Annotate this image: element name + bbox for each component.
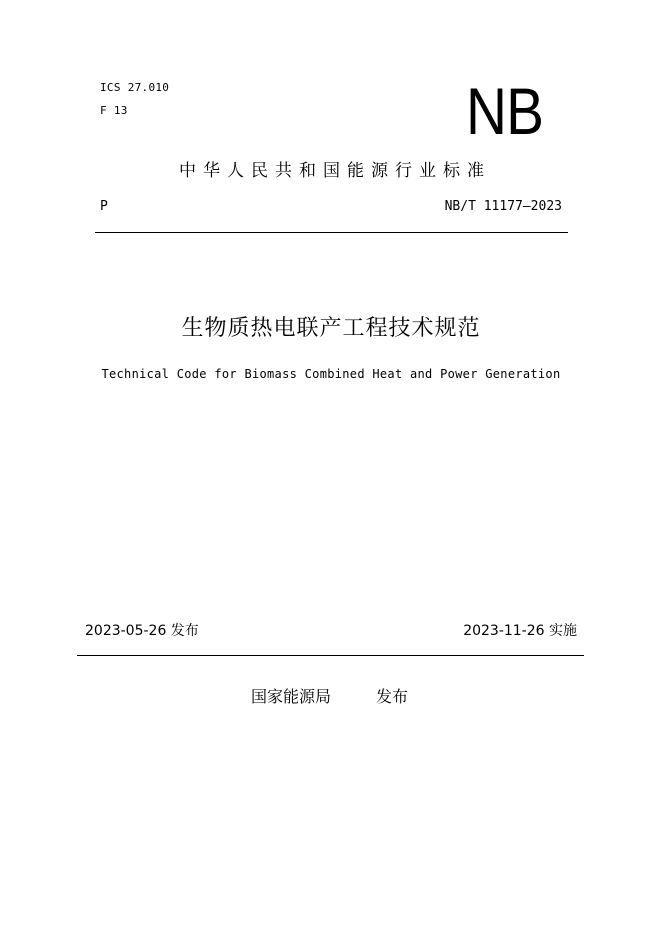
header-divider bbox=[95, 232, 568, 233]
ccs-code: F 13 bbox=[100, 104, 128, 117]
effective-date: 2023-11-26 实施 bbox=[463, 623, 577, 639]
standard-number: NB/T 11177—2023 bbox=[444, 199, 562, 214]
nb-logo: NB bbox=[466, 74, 544, 148]
issue-date: 2023-05-26 发布 bbox=[85, 623, 199, 639]
document-title-chinese: 生物质热电联产工程技术规范 bbox=[181, 316, 481, 341]
standard-type: 中华人民共和国能源行业标准 bbox=[179, 161, 491, 181]
publish-label: 发布 bbox=[376, 687, 409, 706]
ics-code: ICS 27.010 bbox=[100, 81, 170, 94]
document-title-english: Technical Code for Biomass Combined Heat and Power Generation bbox=[101, 367, 561, 381]
publisher: 国家能源局 bbox=[251, 687, 332, 706]
footer-divider bbox=[77, 655, 584, 656]
standard-category: P bbox=[100, 199, 108, 214]
